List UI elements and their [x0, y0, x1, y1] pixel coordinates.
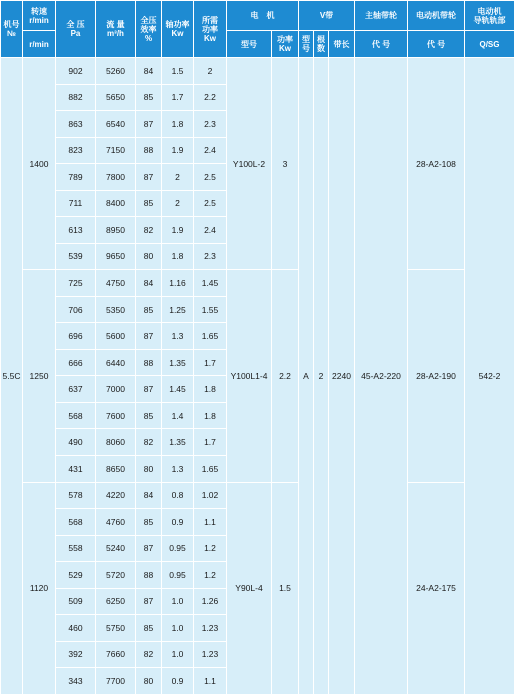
flow-cell: 7000	[96, 376, 136, 403]
efficiency-cell: 87	[136, 111, 162, 138]
shaft-power-cell: 0.9	[162, 509, 194, 536]
flow-cell: 8950	[96, 217, 136, 244]
flow-cell: 7600	[96, 402, 136, 429]
flow-cell: 5720	[96, 562, 136, 589]
pressure-cell: 706	[56, 296, 96, 323]
efficiency-cell: 87	[136, 535, 162, 562]
required-power-cell: 1.65	[194, 455, 227, 482]
pressure-cell: 460	[56, 615, 96, 642]
flow-cell: 8650	[96, 455, 136, 482]
spec-table-body	[1, 58, 514, 695]
pressure-cell: 725	[56, 270, 96, 297]
efficiency-cell: 85	[136, 509, 162, 536]
pressure-cell: 882	[56, 84, 96, 111]
col-header-belt-type: 型 号	[299, 31, 314, 58]
pressure-cell: 343	[56, 668, 96, 695]
col-header-motor-power: 功率 Kw	[272, 31, 299, 58]
pressure-cell: 392	[56, 641, 96, 668]
col-header-motor-model: 型号	[227, 31, 272, 58]
pressure-cell: 902	[56, 58, 96, 85]
col-header-motor: 电 机	[227, 1, 299, 31]
flow-cell: 6540	[96, 111, 136, 138]
pressure-cell: 666	[56, 349, 96, 376]
flow-cell: 8400	[96, 190, 136, 217]
required-power-cell: 2.4	[194, 137, 227, 164]
efficiency-cell: 82	[136, 429, 162, 456]
col-header-spindle-pulley: 主轴带轮	[355, 1, 408, 31]
flow-cell: 7150	[96, 137, 136, 164]
pressure-cell: 509	[56, 588, 96, 615]
shaft-power-cell: 1.0	[162, 588, 194, 615]
required-power-cell: 1.65	[194, 323, 227, 350]
flow-cell: 5350	[96, 296, 136, 323]
efficiency-cell: 87	[136, 164, 162, 191]
shaft-power-cell: 1.9	[162, 217, 194, 244]
pressure-cell: 637	[56, 376, 96, 403]
pressure-cell: 789	[56, 164, 96, 191]
efficiency-cell: 87	[136, 323, 162, 350]
required-power-cell: 1.7	[194, 429, 227, 456]
pressure-cell: 823	[56, 137, 96, 164]
shaft-power-cell: 1.3	[162, 455, 194, 482]
motor-model-cell: Y100L-2	[227, 58, 272, 270]
pressure-cell: 711	[56, 190, 96, 217]
pressure-cell: 558	[56, 535, 96, 562]
belt-count-cell: 2	[314, 58, 329, 695]
efficiency-cell: 87	[136, 376, 162, 403]
required-power-cell: 2.3	[194, 111, 227, 138]
pressure-cell: 578	[56, 482, 96, 509]
shaft-power-cell: 1.25	[162, 296, 194, 323]
col-header-efficiency: 全压 效率 %	[136, 1, 162, 58]
efficiency-cell: 84	[136, 58, 162, 85]
shaft-power-cell: 1.0	[162, 615, 194, 642]
required-power-cell: 1.1	[194, 509, 227, 536]
belt-length-cell: 2240	[329, 58, 355, 695]
motor-model-cell: Y100L1-4	[227, 270, 272, 482]
pressure-cell: 863	[56, 111, 96, 138]
shaft-power-cell: 1.3	[162, 323, 194, 350]
motor-power-cell: 3	[272, 58, 299, 270]
speed-cell: 1400	[23, 58, 56, 270]
required-power-cell: 1.1	[194, 668, 227, 695]
col-header-belt-count: 根 数	[314, 31, 329, 58]
shaft-power-cell: 0.8	[162, 482, 194, 509]
flow-cell: 5260	[96, 58, 136, 85]
efficiency-cell: 85	[136, 84, 162, 111]
motor-power-cell: 2.2	[272, 270, 299, 482]
efficiency-cell: 85	[136, 190, 162, 217]
pressure-cell: 490	[56, 429, 96, 456]
flow-cell: 4760	[96, 509, 136, 536]
shaft-power-cell: 1.16	[162, 270, 194, 297]
table-row	[1, 58, 514, 85]
efficiency-cell: 80	[136, 243, 162, 270]
pressure-cell: 539	[56, 243, 96, 270]
required-power-cell: 1.26	[194, 588, 227, 615]
efficiency-cell: 88	[136, 562, 162, 589]
required-power-cell: 1.8	[194, 402, 227, 429]
required-power-cell: 2.4	[194, 217, 227, 244]
pressure-cell: 568	[56, 402, 96, 429]
flow-cell: 5650	[96, 84, 136, 111]
required-power-cell: 1.55	[194, 296, 227, 323]
required-power-cell: 1.45	[194, 270, 227, 297]
rail-code-cell: 542-2	[465, 58, 514, 695]
required-power-cell: 1.23	[194, 641, 227, 668]
efficiency-cell: 80	[136, 455, 162, 482]
flow-cell: 7700	[96, 668, 136, 695]
flow-cell: 6440	[96, 349, 136, 376]
shaft-power-cell: 1.35	[162, 429, 194, 456]
col-header-machine-no: 机号 №	[1, 1, 23, 58]
flow-cell: 6250	[96, 588, 136, 615]
motor-model-cell: Y90L-4	[227, 482, 272, 695]
efficiency-cell: 88	[136, 137, 162, 164]
efficiency-cell: 85	[136, 402, 162, 429]
efficiency-cell: 87	[136, 588, 162, 615]
shaft-power-cell: 1.35	[162, 349, 194, 376]
flow-cell: 5600	[96, 323, 136, 350]
motor-pulley-code-cell: 28-A2-108	[408, 58, 465, 270]
efficiency-cell: 88	[136, 349, 162, 376]
flow-cell: 9650	[96, 243, 136, 270]
flow-cell: 5750	[96, 615, 136, 642]
flow-cell: 5240	[96, 535, 136, 562]
machine-no-cell: 5.5C	[1, 58, 23, 695]
flow-cell: 8060	[96, 429, 136, 456]
shaft-power-cell: 1.8	[162, 111, 194, 138]
efficiency-cell: 82	[136, 217, 162, 244]
table-row	[1, 270, 514, 297]
shaft-power-cell: 1.7	[162, 84, 194, 111]
motor-pulley-code-cell: 24-A2-175	[408, 482, 465, 695]
shaft-power-cell: 2	[162, 164, 194, 191]
belt-type-cell: A	[299, 58, 314, 695]
table-row	[1, 482, 514, 509]
required-power-cell: 2.5	[194, 190, 227, 217]
shaft-power-cell: 0.95	[162, 535, 194, 562]
efficiency-cell: 84	[136, 482, 162, 509]
col-header-motor-code: 代 号	[408, 31, 465, 58]
required-power-cell: 2	[194, 58, 227, 85]
required-power-cell: 1.2	[194, 562, 227, 589]
col-header-spindle-code: 代 号	[355, 31, 408, 58]
shaft-power-cell: 1.0	[162, 641, 194, 668]
shaft-power-cell: 2	[162, 190, 194, 217]
col-header-belt-length: 带长	[329, 31, 355, 58]
col-header-pressure: 全 压 Pa	[56, 1, 96, 58]
shaft-power-cell: 1.9	[162, 137, 194, 164]
efficiency-cell: 85	[136, 615, 162, 642]
required-power-cell: 1.02	[194, 482, 227, 509]
spindle-pulley-code-cell: 45-A2-220	[355, 58, 408, 695]
flow-cell: 7660	[96, 641, 136, 668]
motor-power-cell: 1.5	[272, 482, 299, 695]
col-header-rail-code: Q/SG	[465, 31, 514, 58]
pressure-cell: 431	[56, 455, 96, 482]
speed-cell: 1120	[23, 482, 56, 695]
col-header-required-power: 所需 功率 Kw	[194, 1, 227, 58]
pressure-cell: 529	[56, 562, 96, 589]
shaft-power-cell: 1.5	[162, 58, 194, 85]
col-header-motor-pulley: 电动机带轮	[408, 1, 465, 31]
flow-cell: 4220	[96, 482, 136, 509]
efficiency-cell: 84	[136, 270, 162, 297]
col-header-motor-rail: 电动机 导轨轨部	[465, 1, 514, 31]
pressure-cell: 696	[56, 323, 96, 350]
speed-cell: 1250	[23, 270, 56, 482]
required-power-cell: 1.8	[194, 376, 227, 403]
flow-cell: 7800	[96, 164, 136, 191]
efficiency-cell: 82	[136, 641, 162, 668]
shaft-power-cell: 1.4	[162, 402, 194, 429]
shaft-power-cell: 0.9	[162, 668, 194, 695]
shaft-power-cell: 1.8	[162, 243, 194, 270]
required-power-cell: 1.7	[194, 349, 227, 376]
motor-pulley-code-cell: 28-A2-190	[408, 270, 465, 482]
col-header-speed: 转速 r/min	[23, 1, 56, 31]
flow-cell: 4750	[96, 270, 136, 297]
shaft-power-cell: 0.95	[162, 562, 194, 589]
required-power-cell: 2.5	[194, 164, 227, 191]
col-header-speed-unit: r/min	[23, 31, 56, 58]
pressure-cell: 568	[56, 509, 96, 536]
required-power-cell: 2.2	[194, 84, 227, 111]
required-power-cell: 1.2	[194, 535, 227, 562]
shaft-power-cell: 1.45	[162, 376, 194, 403]
required-power-cell: 2.3	[194, 243, 227, 270]
efficiency-cell: 80	[136, 668, 162, 695]
efficiency-cell: 85	[136, 296, 162, 323]
col-header-shaft-power: 轴功率 Kw	[162, 1, 194, 58]
col-header-flow: 流 量 m³/h	[96, 1, 136, 58]
col-header-vbelt: V带	[299, 1, 355, 31]
pressure-cell: 613	[56, 217, 96, 244]
required-power-cell: 1.23	[194, 615, 227, 642]
